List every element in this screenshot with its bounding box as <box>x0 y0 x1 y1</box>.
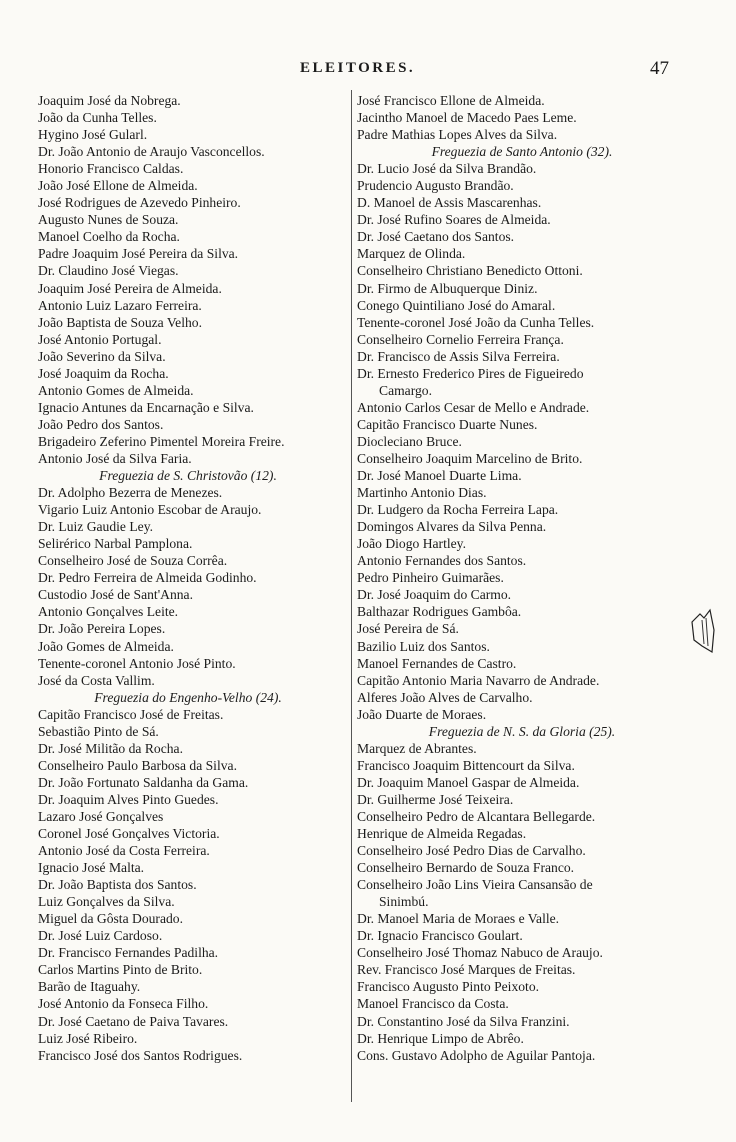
elector-entry: Bazilio Luiz dos Santos. <box>357 638 490 654</box>
elector-entry: Marquez de Olinda. <box>357 246 466 262</box>
elector-entry: Dr. Henrique Limpo de Abrêo. <box>357 1030 524 1046</box>
elector-entry: Conselheiro João Lins Vieira Cansansão de <box>357 877 593 893</box>
elector-entry: Honorio Francisco Caldas. <box>38 161 184 177</box>
elector-entry: Henrique de Almeida Regadas. <box>357 826 527 842</box>
elector-entry: Cons. Gustavo Adolpho de Aguilar Pantoja. <box>357 1047 596 1063</box>
elector-entry: Francisco José dos Santos Rodrigues. <box>38 1047 243 1063</box>
left-column <box>38 92 343 1064</box>
elector-entry: Antonio José da Costa Ferreira. <box>38 843 210 859</box>
elector-entry: Ignacio Antunes da Encarnação e Silva. <box>38 399 254 415</box>
elector-entry: Tenente-coronel José João da Cunha Telles. <box>357 314 595 330</box>
elector-entry: João Diogo Hartley. <box>357 536 466 552</box>
elector-entry: Dr. Firmo de Albuquerque Diniz. <box>357 280 538 296</box>
elector-entry: Luiz Gonçalves da Silva. <box>38 894 175 910</box>
elector-entry: Conselheiro Joaquim Marcelino de Brito. <box>357 450 583 466</box>
elector-entry: José Rodrigues de Azevedo Pinheiro. <box>38 195 241 211</box>
elector-entry: Joaquim José da Nobrega. <box>38 93 181 108</box>
elector-entry: João Pedro dos Santos. <box>38 416 164 432</box>
elector-entry: Dr. Francisco de Assis Silva Ferreira. <box>357 348 560 364</box>
column-divider <box>351 90 352 1102</box>
section-heading: Freguezia de N. S. da Gloria (25). <box>428 723 616 739</box>
elector-entry: Dr. João Pereira Lopes. <box>38 621 166 637</box>
elector-entry: Vigario Luiz Antonio Escobar de Araujo. <box>38 502 262 518</box>
elector-entry: João José Ellone de Almeida. <box>38 178 198 194</box>
elector-entry: Rev. Francisco José Marques de Freitas. <box>357 962 576 978</box>
elector-entry: Capitão Francisco Duarte Nunes. <box>357 416 538 432</box>
elector-entry: Dr. João Fortunato Saldanha da Gama. <box>38 774 249 790</box>
elector-entry: José Joaquim da Rocha. <box>38 365 169 381</box>
elector-entry: Dr. João Antonio de Araujo Vasconcellos. <box>38 144 265 160</box>
elector-entry: Antonio Gomes de Almeida. <box>38 382 194 398</box>
page-header <box>0 60 736 80</box>
elector-entry: Ignacio José Malta. <box>38 860 145 876</box>
elector-entry: Sinimbú. <box>379 894 429 910</box>
elector-entry: Dr. João Baptista dos Santos. <box>38 877 197 893</box>
elector-entry: Luiz José Ribeiro. <box>38 1030 138 1046</box>
elector-entry: Custodio José de Sant'Anna. <box>38 587 193 603</box>
elector-entry: D. Manoel de Assis Mascarenhas. <box>357 195 542 211</box>
elector-entry: Capitão Francisco José de Freitas. <box>38 706 224 722</box>
section-heading: Freguezia do Engenho-Velho (24). <box>94 689 282 705</box>
elector-entry: Joaquim José Pereira de Almeida. <box>38 280 222 296</box>
elector-entry: Barão de Itaguahy. <box>38 979 141 995</box>
elector-entry: João Baptista de Souza Velho. <box>38 314 202 330</box>
elector-entry: João Duarte de Moraes. <box>357 706 487 722</box>
elector-entry: João Severino da Silva. <box>38 348 166 364</box>
elector-entry: Sebastião Pinto de Sá. <box>38 723 159 739</box>
elector-entry: Dr. Ernesto Frederico Pires de Figueiredo <box>357 365 584 381</box>
elector-entry: Martinho Antonio Dias. <box>357 485 487 501</box>
elector-entry: Dr. Manoel Maria de Moraes e Valle. <box>357 911 560 927</box>
elector-entry: José Pereira de Sá. <box>357 621 459 637</box>
elector-entry: Dr. Ignacio Francisco Goulart. <box>357 928 523 944</box>
elector-entry: Antonio Carlos Cesar de Mello e Andrade. <box>357 399 590 415</box>
elector-entry: Hygino José Gularl. <box>38 127 148 143</box>
elector-entry: Marquez de Abrantes. <box>357 740 477 756</box>
elector-entry: Brigadeiro Zeferino Pimentel Moreira Freire. <box>38 433 285 449</box>
elector-entry: Dr. Constantino José da Silva Franzini. <box>357 1013 570 1029</box>
elector-entry: Dr. Francisco Fernandes Padilha. <box>38 945 219 961</box>
elector-entry: Dr. Guilherme José Teixeira. <box>357 791 514 807</box>
elector-entry: Dr. Lucio José da Silva Brandão. <box>357 161 537 177</box>
elector-entry: José Francisco Ellone de Almeida. <box>357 93 545 108</box>
elector-entry: Dr. José Caetano de Paiva Tavares. <box>38 1013 229 1029</box>
elector-entry: Antonio Fernandes dos Santos. <box>357 553 527 569</box>
elector-entry: Capitão Antonio Maria Navarro de Andrade. <box>357 672 600 688</box>
elector-entry: Francisco Augusto Pinto Peixoto. <box>357 979 540 995</box>
elector-entry: Lazaro José Gonçalves <box>38 808 164 824</box>
elector-entry: Diocleciano Bruce. <box>357 433 462 449</box>
elector-entry: Carlos Martins Pinto de Brito. <box>38 962 203 978</box>
elector-entry: Selirérico Narbal Pamplona. <box>38 536 193 552</box>
elector-entry: Tenente-coronel Antonio José Pinto. <box>38 655 236 671</box>
elector-entry: Padre Joaquim José Pereira da Silva. <box>38 246 239 262</box>
elector-entry: Conselheiro Christiano Benedicto Ottoni. <box>357 263 583 279</box>
elector-entry: José Antonio da Fonseca Filho. <box>38 996 209 1012</box>
section-heading: Freguezia de S. Christovão (12). <box>99 468 277 484</box>
elector-entry: Dr. José Caetano dos Santos. <box>357 229 515 245</box>
elector-entry: Manoel Coelho da Rocha. <box>38 229 180 245</box>
elector-entry: Jacintho Manoel de Macedo Paes Leme. <box>357 110 577 126</box>
elector-entry: Pedro Pinheiro Guimarães. <box>357 570 504 586</box>
elector-entry: Dr. José Rufino Soares de Almeida. <box>357 212 551 228</box>
elector-entry: Dr. José Luiz Cardoso. <box>38 928 163 944</box>
elector-entry: Dr. José Manoel Duarte Lima. <box>357 468 522 484</box>
elector-entry: Augusto Nunes de Souza. <box>38 212 179 228</box>
elector-entry: Coronel José Gonçalves Victoria. <box>38 826 220 842</box>
elector-entry: José da Costa Vallim. <box>38 672 155 688</box>
elector-entry: Conselheiro Bernardo de Souza Franco. <box>357 860 575 876</box>
elector-entry: Antonio Gonçalves Leite. <box>38 604 179 620</box>
elector-entry: Dr. Claudino José Viegas. <box>38 263 179 279</box>
elector-entry: Dr. Pedro Ferreira de Almeida Godinho. <box>38 570 257 586</box>
elector-entry: Dr. Adolpho Bezerra de Menezes. <box>38 485 223 501</box>
elector-entry: Francisco Joaquim Bittencourt da Silva. <box>357 757 575 773</box>
elector-entry: Manoel Fernandes de Castro. <box>357 655 517 671</box>
elector-entry: Conselheiro José de Souza Corrêa. <box>38 553 228 569</box>
elector-entry: Conselheiro Pedro de Alcantara Bellegarde. <box>357 808 596 824</box>
elector-entry: Antonio Luiz Lazaro Ferreira. <box>38 297 202 313</box>
elector-entry: Conselheiro Paulo Barbosa da Silva. <box>38 757 237 773</box>
elector-entry: Dr. José Joaquim do Carmo. <box>357 587 512 603</box>
right-column <box>357 92 697 1064</box>
elector-entry: Manoel Francisco da Costa. <box>357 996 509 1012</box>
elector-entry: Conselheiro José Thomaz Nabuco de Araujo. <box>357 945 603 961</box>
elector-entry: Miguel da Gôsta Dourado. <box>38 911 183 927</box>
elector-entry: Padre Mathias Lopes Alves da Silva. <box>357 127 558 143</box>
elector-entry: João da Cunha Telles. <box>38 110 157 126</box>
elector-entry: Balthazar Rodrigues Gambôa. <box>357 604 522 620</box>
elector-entry: Dr. Luiz Gaudie Ley. <box>38 519 154 535</box>
elector-entry: Conselheiro José Pedro Dias de Carvalho. <box>357 843 586 859</box>
page-number: 47 <box>650 58 669 79</box>
elector-entry: Conego Quintiliano José do Amaral. <box>357 297 556 313</box>
elector-entry: Dr. Joaquim Manoel Gaspar de Almeida. <box>357 774 580 790</box>
elector-entry: Domingos Alvares da Silva Penna. <box>357 519 547 535</box>
elector-entry: Camargo. <box>379 382 432 398</box>
elector-entry: Dr. José Militão da Rocha. <box>38 740 183 756</box>
elector-entry: Dr. Ludgero da Rocha Ferreira Lapa. <box>357 502 559 518</box>
page-title: ELEITORES. <box>300 60 416 76</box>
section-heading: Freguezia de Santo Antonio (32). <box>431 144 613 160</box>
elector-entry: Prudencio Augusto Brandão. <box>357 178 514 194</box>
elector-entry: Conselheiro Cornelio Ferreira França. <box>357 331 564 347</box>
elector-entry: Antonio José da Silva Faria. <box>38 450 192 466</box>
elector-entry: João Gomes de Almeida. <box>38 638 174 654</box>
elector-entry: Alferes João Alves de Carvalho. <box>357 689 533 705</box>
margin-mark <box>690 600 716 660</box>
elector-entry: Dr. Joaquim Alves Pinto Guedes. <box>38 791 219 807</box>
elector-entry: José Antonio Portugal. <box>38 331 162 347</box>
